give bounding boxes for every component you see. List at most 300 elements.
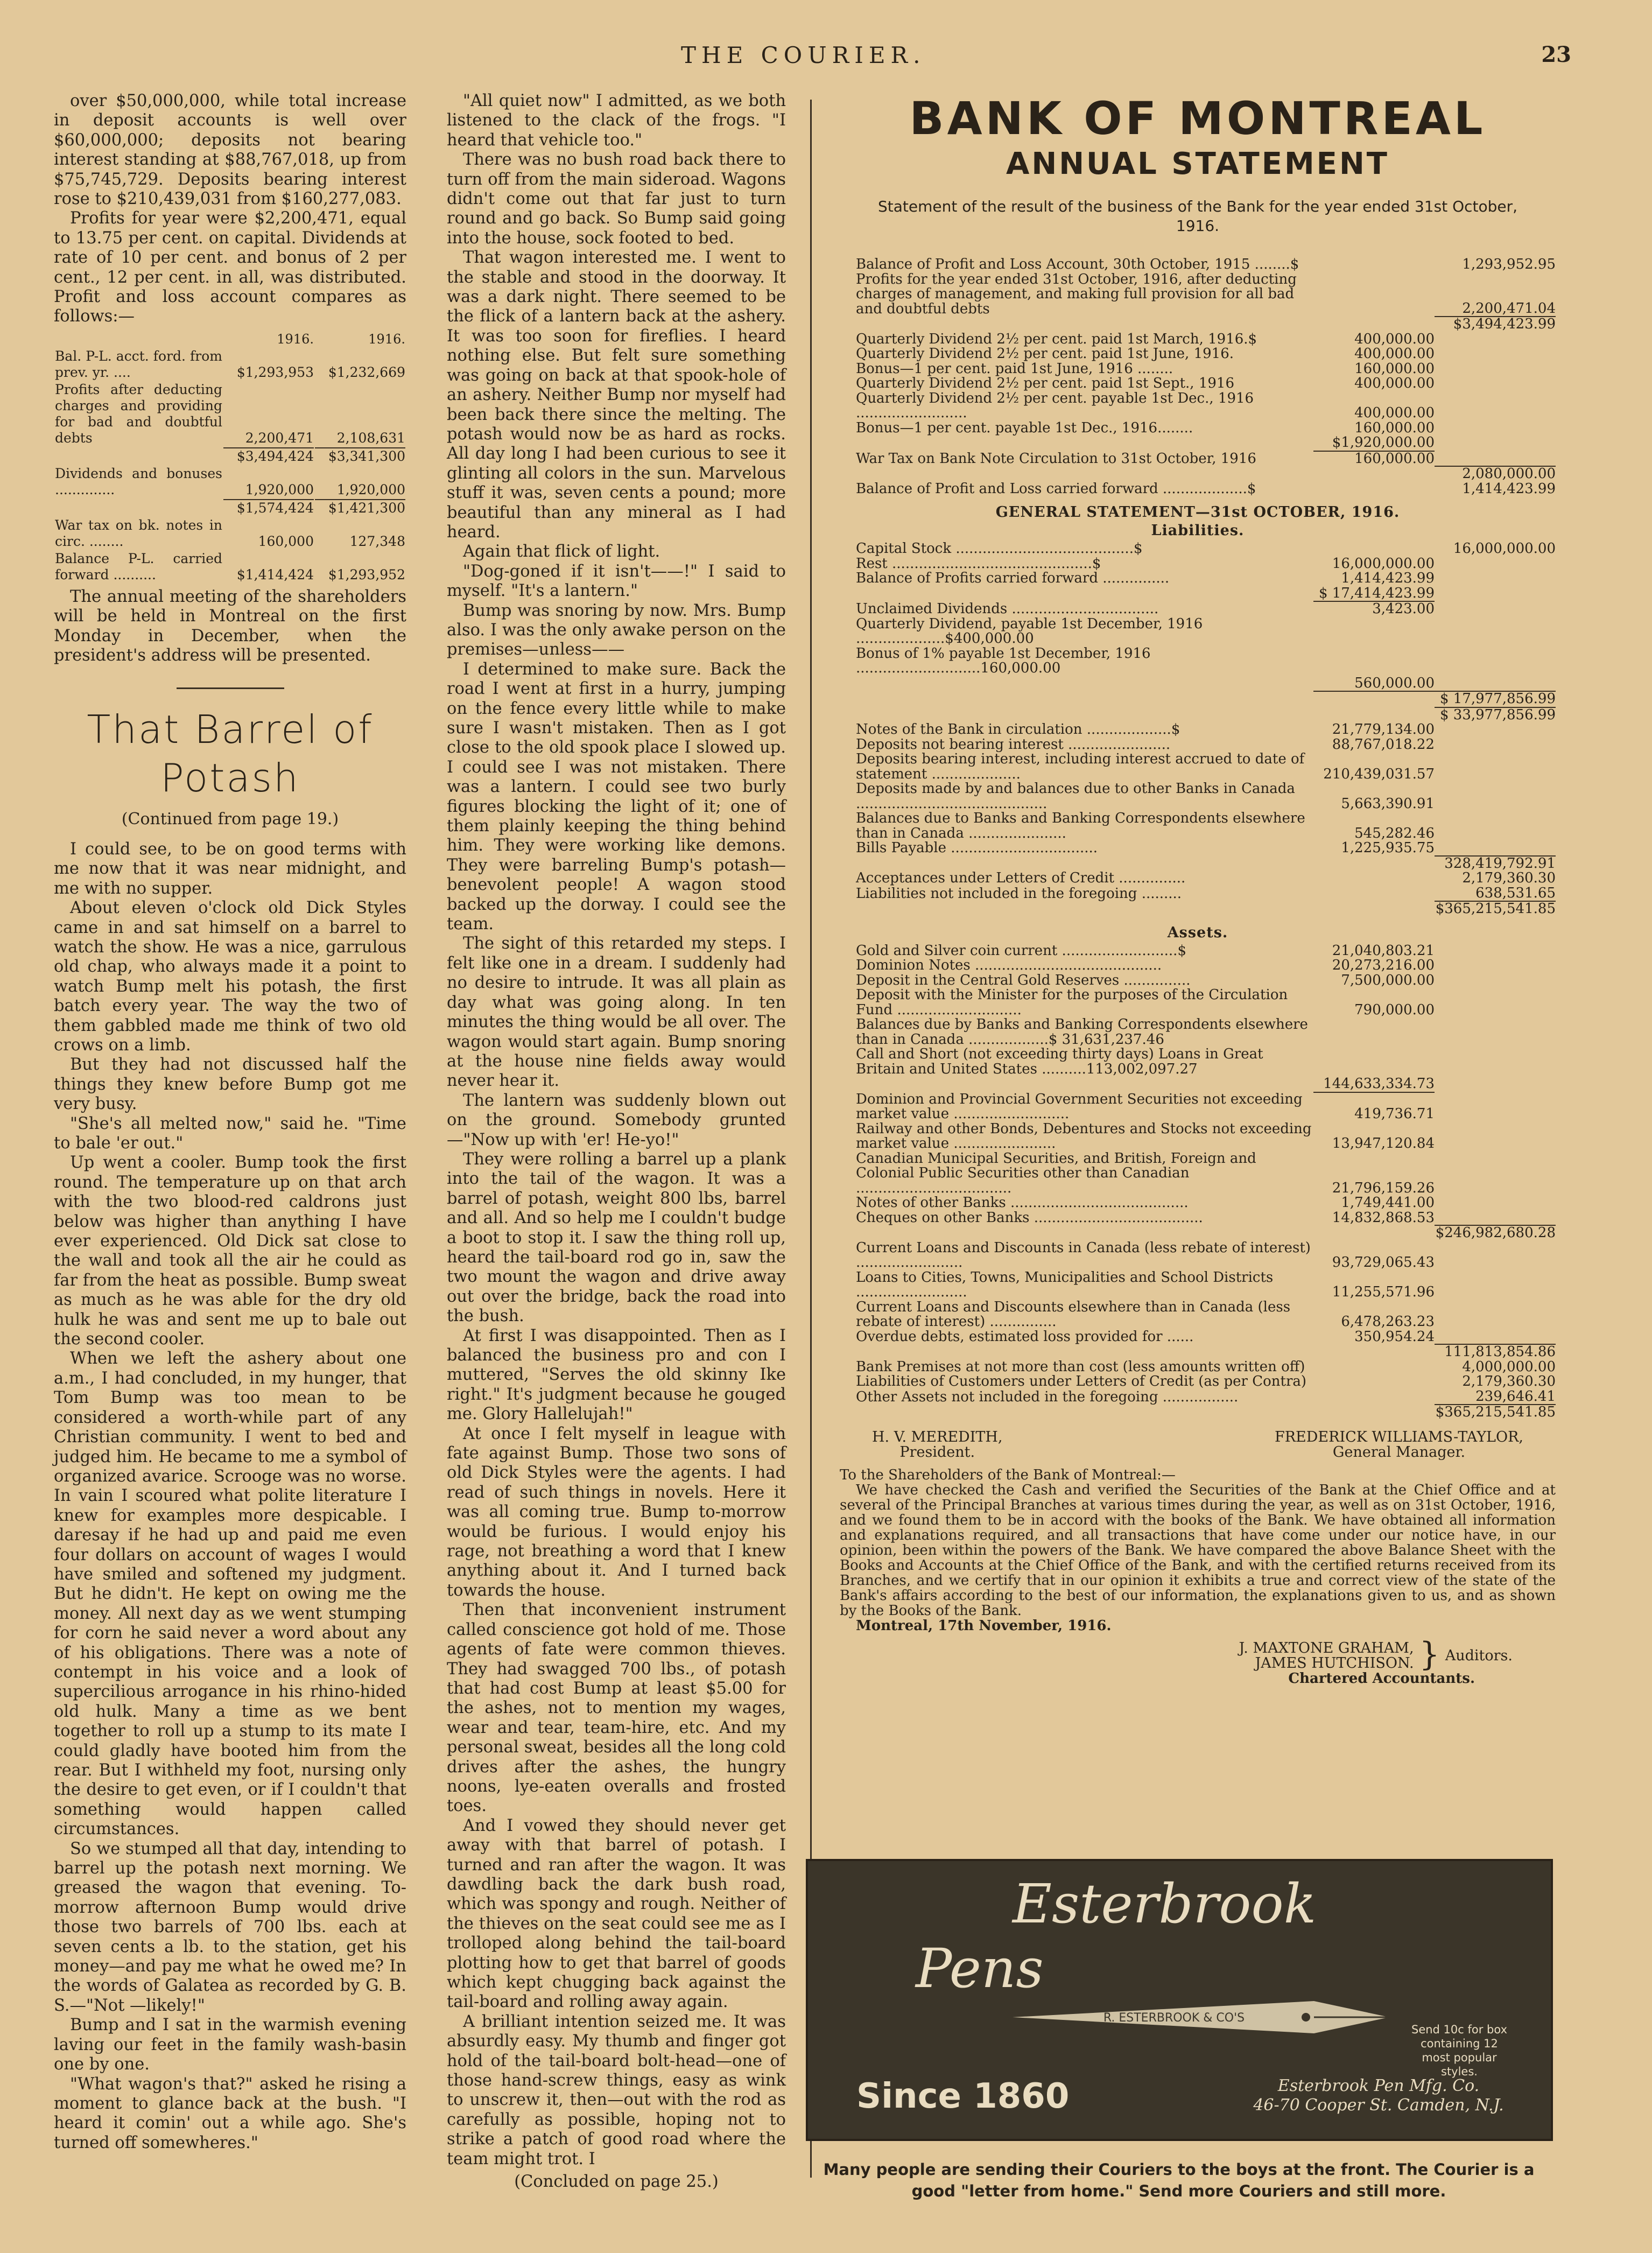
- ledger-amount: 5,663,390.91: [1341, 795, 1435, 812]
- ledger-label: Liabilities of Customers under Letters of Credit (as per Contra): [856, 1373, 1307, 1389]
- ledger-total: [1435, 841, 1556, 856]
- row-label: Bal. P-L. acct. ford. from prev. yr. ....: [55, 348, 222, 380]
- ledger-total: [1435, 451, 1556, 467]
- ledger-total: [1435, 1271, 1556, 1300]
- paragraph: At once I felt myself in league with fate against Bump. Those two sons of old Dick Styles were the agents. I had read of such things in novels. Here it was all coming true. Bump to-morrow would be furious. I would enjoy his rage, not breathing a word that I knew anything about it. And I turned back towards the house.: [447, 1424, 786, 1600]
- auditor-1: J. MAXTONE GRAHAM,: [1239, 1639, 1414, 1657]
- paragraph: The sight of this retarded my steps. I felt like one in a dream. I suddenly had no desire to intrude. It was all plain as day what was going along. In ten minutes the thing would be all over. The wagon would start again. Bump snoring at the house nine fields away would never hear it.: [447, 934, 786, 1091]
- ledger-total: 328,419,792.91: [1435, 856, 1556, 872]
- ledger-row: [840, 1211, 1556, 1226]
- ledger-label: Canadian Municipal Securities, and British, Foreign and Colonial Public Securities other than Canadian ...................................: [856, 1150, 1256, 1196]
- ledger-row: [840, 1300, 1556, 1330]
- ledger-total: [1435, 1017, 1556, 1047]
- row-value: 1,920,000: [245, 481, 314, 497]
- ledger-total: [1435, 738, 1556, 753]
- ledger-label: Balances due to Banks and Banking Correspondents elsewhere than in Canada ......................: [856, 810, 1305, 841]
- auditors-report: [840, 1468, 1556, 1633]
- ledger-amount: 350,954.24: [1354, 1328, 1435, 1345]
- year-header: 1916.: [277, 331, 314, 347]
- bank-statement: [840, 92, 1556, 1686]
- ledger-total: 1,293,952.95: [1462, 256, 1556, 272]
- ledger-amount: [1313, 1225, 1435, 1241]
- ledger-amount: 20,273,216.00: [1332, 957, 1435, 973]
- ledger-total: 111,813,854.86: [1435, 1344, 1556, 1360]
- ledger-total: [1435, 617, 1556, 647]
- auditor-names: [1239, 1641, 1414, 1671]
- ledger-amount: [1313, 1405, 1435, 1420]
- ledger-amount: 11,255,571.96: [1332, 1284, 1435, 1300]
- president-title: President.: [899, 1443, 975, 1461]
- ledger-row: [840, 811, 1556, 841]
- bank-subtitle: ANNUAL STATEMENT: [1006, 146, 1390, 181]
- ledger-total: 1,414,423.99: [1462, 480, 1556, 497]
- ledger-label: Balance of Profits carried forward ...............: [856, 570, 1170, 586]
- brace-icon: }: [1419, 1635, 1440, 1673]
- continued-note: (Continued from page 19.): [121, 809, 339, 829]
- manager-name: FREDERICK WILLIAMS-TAYLOR,: [1274, 1428, 1523, 1445]
- ledger-row: [840, 1344, 1556, 1360]
- paragraph: "Dog-goned if it isn't——!" I said to myself. "It's a lantern.": [447, 562, 786, 601]
- ledger-row: [840, 752, 1556, 782]
- ledger-row: [840, 1405, 1556, 1420]
- column-1: [54, 92, 406, 2153]
- liabilities-ledger: [840, 542, 1556, 917]
- ledger-row: [840, 944, 1556, 959]
- ledger-amount: 14,832,868.53: [1332, 1209, 1435, 1226]
- paragraph: I could see, to be on good terms with me now that it was near midnight, and me with no supper.: [54, 839, 406, 898]
- row-value: 1,920,000: [336, 481, 405, 497]
- meeting-paragraph: The annual meeting of the shareholders will be held in Montreal on the first Monday in December, when the president's address will be presented.: [54, 587, 406, 665]
- paragraph: The lantern was suddenly blown out on the ground. Somebody grunted—"Now up with 'er! He-yo!": [447, 1091, 786, 1149]
- signatures: [872, 1430, 1523, 1460]
- ledger-label: Loans to Cities, Towns, Municipalities and School Districts .........................: [856, 1269, 1274, 1300]
- ledger-amount: 400,000.00: [1354, 346, 1435, 362]
- ledger-amount: [1313, 707, 1435, 723]
- ledger-label: Bonus—1 per cent. payable 1st Dec., 1916........: [856, 419, 1193, 436]
- ledger-row: [840, 1241, 1556, 1271]
- paragraph: over $50,000,000, while total increase in deposit accounts is well over $60,000,000; deposits not bearing interest standing at $88,767,018, up from $75,745,729. Deposits bearing interest rose to $210,439,031 from $160,277,083.: [54, 92, 406, 209]
- ledger-row: [840, 1374, 1556, 1389]
- ledger-row: [840, 1122, 1556, 1152]
- row-value: $1,414,424: [236, 566, 314, 582]
- row-value: $1,421,300: [315, 499, 405, 516]
- ledger-amount: 88,767,018.22: [1332, 736, 1435, 753]
- ledger-row: [840, 886, 1556, 902]
- ledger-total: [1435, 1152, 1556, 1196]
- ledger-row: [840, 973, 1556, 988]
- ledger-total: [1435, 362, 1556, 377]
- row-value: $3,494,424: [223, 447, 314, 465]
- ledger-total: [1435, 1077, 1556, 1092]
- ledger-amount: 160,000.00: [1354, 419, 1435, 436]
- row-label: Profits after deducting charges and providing for bad and doubtful debts: [55, 381, 222, 446]
- report-body: We have checked the Cash and verified the Securities of the Bank at the Chief Office and at several of the Principal Branches at various times during the year, as well as on 31st October, 1916, and we found them to be in accord with the books of the Bank. We have obtained all information and explanations required, and all transactions that have come under our notice have, in our opinion, been within the powers of the Bank. We have compared the above Balance Sheet with the Books and Accounts at the Chief Office of the Bank, and with the certified returns received from its Branches, and we certify that in our opinion it exhibits a true and correct view of the state of the Bank's affairs according to the best of our information, the explanations given to us, and as shown by the Books of the Bank.: [840, 1482, 1556, 1619]
- paragraph: Up went a cooler. Bump took the first round. The temperature up on that arch with the two blood-red caldrons just below was higher than anything I have ever experienced. Old Dick sat close to the wall and took all the air he could as far from the heat as possible. Bump sweat as much as he was able for the dry old hulk he was and sent me up to bale out the second cooler.: [54, 1153, 406, 1349]
- ledger-total: 2,179,360.30: [1462, 1373, 1556, 1389]
- table-row: [55, 382, 405, 446]
- ledger-amount: 21,779,134.00: [1332, 721, 1435, 738]
- ledger-total: $ 33,977,856.99: [1435, 707, 1556, 723]
- ledger-row: [840, 1225, 1556, 1241]
- ledger-label: [840, 1344, 1313, 1360]
- paragraph: About eleven o'clock old Dick Styles came in and sat himself on a barrel to watch the show. He was a nice, garrulous old chap, who always made it a point to watch Bump melt his potash, the first batch every year. The way the two of them gabbled made me think of two old crows on a limb.: [54, 899, 406, 1055]
- manager-signature: [1275, 1430, 1523, 1460]
- row-value: 2,108,631: [336, 430, 405, 446]
- row-label: Balance P-L. carried forward ..........: [55, 550, 222, 582]
- ledger-total: [1435, 811, 1556, 841]
- page-number: 23: [1541, 42, 1571, 67]
- ledger-label: [840, 466, 1313, 482]
- assets-heading: Assets.: [1167, 924, 1228, 941]
- ledger-amount: 144,633,334.73: [1313, 1077, 1435, 1092]
- ledger-label: Quarterly Dividend, payable 1st December, 1916 ....................$400,000.00: [856, 615, 1203, 647]
- ledger-total: [1435, 347, 1556, 362]
- profit-loss-ledger: [840, 257, 1556, 496]
- ledger-label: Profits for the year ended 31st October, 1916, after deducting charges of management, and making full provision for all bad and doubtful debts: [856, 271, 1297, 317]
- ledger-total: [1435, 944, 1556, 959]
- ledger-row: [840, 436, 1556, 451]
- ledger-total: [1435, 332, 1556, 347]
- ledger-row: [840, 317, 1556, 332]
- ledger-row: [840, 1017, 1556, 1047]
- ledger-label: [840, 856, 1313, 872]
- ledger-total: $246,982,680.28: [1435, 1225, 1556, 1241]
- row-label: [55, 447, 222, 465]
- ledger-amount: 160,000.00: [1354, 360, 1435, 377]
- ledger-row: [840, 601, 1556, 617]
- ledger-row: [840, 272, 1556, 317]
- ledger-amount: 3,423.00: [1372, 601, 1435, 617]
- paragraph: Profits for year were $2,200,471, equal to 13.75 per cent. on capital. Dividends at rate of 10 per cent. and bonus of 2 per cent., 12 per cent. in all, was distributed. Profit and loss account compares as follows:—: [54, 209, 406, 326]
- ledger-row: [840, 586, 1556, 602]
- ledger-label: War Tax on Bank Note Circulation to 31st October, 1916: [856, 450, 1256, 467]
- ad-offer: Send 10c for box containing 12 most popular styles.: [1411, 2023, 1508, 2078]
- ledger-amount: 210,439,031.57: [1323, 766, 1435, 782]
- liabilities-heading: Liabilities.: [1151, 522, 1245, 539]
- ad-brand-line1: Esterbrook: [1013, 1872, 1317, 1935]
- ledger-amount: 1,414,423.99: [1341, 570, 1435, 586]
- story-text: [54, 840, 406, 2153]
- ledger-amount: 13,947,120.84: [1332, 1135, 1435, 1152]
- ledger-label: Current Loans and Discounts in Canada (less rebate of interest) ........................: [856, 1239, 1311, 1271]
- ledger-label: Deposit in the Central Gold Reserves ...............: [856, 972, 1191, 988]
- ledger-label: Railway and other Bonds, Debentures and Stocks not exceeding market value .......................: [856, 1120, 1312, 1152]
- ledger-label: Dominion and Provincial Government Securities not exceeding market value ..........................: [856, 1091, 1303, 1122]
- ledger-total: [1435, 752, 1556, 782]
- ledger-row: [840, 376, 1556, 391]
- ledger-amount: $1,920,000.00: [1313, 436, 1435, 451]
- auditors-block: [840, 1635, 1513, 1673]
- ledger-amount: [1313, 542, 1435, 557]
- ledger-row: [840, 1092, 1556, 1122]
- ledger-label: [840, 586, 1313, 602]
- paragraph: And I vowed they should never get away with that barrel of potash. I turned and ran after the wagon. It was dawdling back the dark bush road, which was spongy and rough. Neither of the thieves on the seat could see me as I trolloped along behind the tail-board plotting how to get that barrel of goods which kept chugging back against the tail-board and rolling away again.: [447, 1816, 786, 2012]
- ledger-total: [1435, 1241, 1556, 1271]
- year-header: 1916.: [368, 331, 405, 347]
- auditor-2: JAMES HUTCHISON.: [1255, 1654, 1414, 1672]
- intro-paragraphs: [54, 92, 406, 327]
- ledger-amount: $ 17,414,423.99: [1313, 586, 1435, 602]
- ledger-total: 16,000,000.00: [1453, 541, 1556, 557]
- ledger-total: [1435, 601, 1556, 617]
- ledger-amount: [1313, 272, 1435, 317]
- ledger-amount: [1313, 886, 1435, 902]
- ledger-amount: [1313, 871, 1435, 886]
- ledger-total: [1435, 722, 1556, 738]
- ledger-amount: [1313, 482, 1435, 497]
- ledger-label: Acceptances under Letters of Credit ...............: [856, 870, 1186, 886]
- ledger-total: 638,531.65: [1475, 885, 1556, 901]
- auditors-label: Auditors.: [1445, 1647, 1513, 1664]
- ledger-total: [1435, 973, 1556, 988]
- ledger-total: [1435, 557, 1556, 572]
- ledger-amount: 790,000.00: [1354, 1001, 1435, 1018]
- ledger-row: [840, 707, 1556, 723]
- ledger-total: [1435, 421, 1556, 436]
- ledger-label: Cheques on other Banks ......................................: [856, 1209, 1203, 1226]
- ledger-total: $365,215,541.85: [1435, 1404, 1556, 1420]
- ledger-row: [840, 1196, 1556, 1211]
- ledger-row: [840, 1360, 1556, 1375]
- ledger-label: Quarterly Dividend 2½ per cent. paid 1st March, 1916.$: [856, 331, 1257, 347]
- ledger-total: [1435, 958, 1556, 973]
- ledger-label: Liabilities not included in the foregoing .........: [856, 885, 1182, 902]
- ledger-amount: 6,478,263.23: [1341, 1314, 1435, 1330]
- ledger-amount: [1313, 257, 1435, 272]
- ledger-label: Bonus of 1% payable 1st December, 1916 ............................160,000.00: [856, 645, 1151, 676]
- ledger-row: [840, 782, 1556, 811]
- ledger-amount: 7,500,000.00: [1341, 972, 1435, 988]
- ledger-total: [1435, 1122, 1556, 1152]
- paragraph: "What wagon's that?" asked he rising a moment to glance back at the bush. "I heard it comin' out a while ago. She's turned off somewheres.": [54, 2074, 406, 2152]
- ledger-amount: [1313, 617, 1435, 647]
- ledger-amount: [1313, 647, 1435, 676]
- section-rule: [177, 687, 284, 689]
- ledger-total: $3,494,423.99: [1435, 317, 1556, 332]
- ledger-amount: 160,000.00: [1354, 450, 1435, 467]
- ledger-total: 239,646.41: [1475, 1388, 1556, 1405]
- general-statement-heading: GENERAL STATEMENT—31st OCTOBER, 1916.: [995, 504, 1400, 521]
- row-label: Dividends and bonuses ..............: [55, 465, 222, 497]
- row-label: War tax on bk. notes in circ. ........: [55, 517, 222, 549]
- ledger-total: [1435, 1092, 1556, 1122]
- ledger-total: [1435, 436, 1556, 451]
- ledger-label: Current Loans and Discounts elsewhere than in Canada (less rebate of interest) ...............: [856, 1299, 1291, 1330]
- ledger-row: [840, 1389, 1556, 1405]
- ledger-amount: [1313, 691, 1435, 707]
- paragraph: That wagon interested me. I went to the stable and stood in the doorway. It was a dark night. There seemed to be the flick of a lantern back at the ashery. It was too soon for fireflies. I heard nothing else. But felt sure something was going on back at that spook-hole of an ashery. Neither Bump nor myself had been back there since the melting. The potash would now be as hard as rocks. All day long I had been curious to see it glinting all colors in the sun. Marvelous stuff it was, seven cents a pound; more beautiful than any mineral as I had heard.: [447, 248, 786, 542]
- page-header: [0, 42, 1652, 74]
- ad-brand-line2: Pens: [916, 1937, 1044, 2000]
- paragraph: "All quiet now" I admitted, as we both listened to the clack of the frogs. "I heard that vehicle too.": [447, 92, 786, 150]
- ledger-row: [840, 1077, 1556, 1092]
- ledger-amount: [1313, 856, 1435, 872]
- president-name: H. V. MEREDITH,: [872, 1428, 1003, 1445]
- ledger-total: $ 17,977,856.99: [1435, 691, 1556, 707]
- ledger-label: Gold and Silver coin current ..........................$: [856, 942, 1186, 959]
- bank-title: BANK OF MONTREAL: [909, 92, 1486, 145]
- ledger-total: [1435, 1300, 1556, 1330]
- ledger-row: [840, 347, 1556, 362]
- ledger-row: [840, 738, 1556, 753]
- ledger-amount: [1313, 1344, 1435, 1360]
- ledger-label: Deposits bearing interest, including interest accrued to date of statement ....................: [856, 751, 1305, 782]
- profit-loss-comparison-table: [54, 330, 406, 584]
- paragraph: Bump was snoring by now. Mrs. Bump also. I was the only awake person on the premises—unless——: [447, 601, 786, 659]
- ledger-amount: 1,749,441.00: [1341, 1195, 1435, 1211]
- table-row: [55, 447, 405, 465]
- ledger-label: Call and Short (not exceeding thirty days) Loans in Great Britain and United States ..........113,002,097.27: [856, 1046, 1263, 1077]
- story-title: That Barrel of Potash: [87, 706, 374, 801]
- ledger-row: [840, 691, 1556, 707]
- ledger-amount: 400,000.00: [1354, 405, 1435, 421]
- ledger-row: [840, 988, 1556, 1017]
- ledger-row: [840, 391, 1556, 421]
- ledger-row: [840, 1047, 1556, 1077]
- ledger-label: Bank Premises at not more than cost (less amounts written off): [856, 1358, 1305, 1375]
- ledger-label: [840, 901, 1313, 917]
- ledger-amount: 400,000.00: [1354, 375, 1435, 391]
- row-value: 2,200,471: [245, 430, 314, 446]
- ledger-row: [840, 482, 1556, 497]
- ledger-label: Quarterly Dividend 2½ per cent. payable 1st Dec., 1916 .........................: [856, 390, 1254, 421]
- ledger-row: [840, 722, 1556, 738]
- table-row: [55, 466, 405, 498]
- ledger-label: [840, 317, 1313, 332]
- ad-company-line1: Esterbrook Pen Mfg. Co.: [1277, 2076, 1480, 2095]
- ledger-amount: [1313, 901, 1435, 917]
- table-row: [55, 517, 405, 550]
- ledger-amount: [1313, 1017, 1435, 1047]
- ledger-total: 2,179,360.30: [1462, 870, 1556, 886]
- ledger-row: [840, 257, 1556, 272]
- ledger-label: Notes of other Banks ........................................: [856, 1195, 1189, 1211]
- row-value: 127,348: [349, 533, 405, 549]
- ad-company: [1249, 2076, 1508, 2115]
- concluded-note: (Concluded on page 25.): [514, 2172, 719, 2192]
- paragraph: Again that flick of light.: [463, 542, 660, 562]
- ledger-label: Deposit with the Minister for the purposes of the Circulation Fund ............................: [856, 987, 1288, 1018]
- ledger-row: [840, 647, 1556, 676]
- column-2: [447, 92, 786, 2192]
- ledger-row: [840, 421, 1556, 436]
- ledger-total: $365,215,541.85: [1435, 901, 1556, 917]
- ledger-label: Balances due by Banks and Banking Correspondents elsewhere than in Canada ..................$ 31,631,237.46: [856, 1016, 1308, 1048]
- ledger-label: Other Assets not included in the foregoing .................: [856, 1388, 1239, 1405]
- ad-company-line2: 46-70 Cooper St. Camden, N.J.: [1253, 2096, 1504, 2115]
- ledger-total: 4,000,000.00: [1462, 1358, 1556, 1375]
- ledger-amount: [1313, 1047, 1435, 1077]
- publication-title: THE COURIER.: [681, 42, 926, 68]
- ledger-row: [840, 332, 1556, 347]
- ledger-amount: 560,000.00: [1313, 676, 1435, 692]
- story-continuation: [447, 92, 786, 2169]
- ledger-amount: [1313, 1374, 1435, 1389]
- ledger-row: [840, 617, 1556, 647]
- ledger-amount: 400,000.00: [1354, 331, 1435, 347]
- ledger-row: [840, 901, 1556, 917]
- ledger-amount: [1313, 1389, 1435, 1405]
- ledger-label: Balance of Profit and Loss carried forward ...................$: [856, 480, 1256, 497]
- ledger-label: [840, 436, 1313, 451]
- ledger-total: [1435, 586, 1556, 602]
- row-value: $1,574,424: [223, 499, 314, 516]
- paragraph: They were rolling a barrel up a plank into the tail of the wagon. It was a barrel of potash, weight 800 lbs, barrel and all. And so help me I couldn't budge a boot to stop it. I saw the thing roll up, heard the tail-board rod go in, saw the two mount the wagon and drive away out over the bridge, back the road into the bush.: [447, 1149, 786, 1326]
- paragraph: Bump and I sat in the warmish evening laving our feet in the family wash-basin one by one.: [54, 2016, 406, 2074]
- table-row: [55, 551, 405, 583]
- ledger-total: [1435, 1330, 1556, 1345]
- ledger-row: [840, 1152, 1556, 1196]
- ledger-total: [1435, 647, 1556, 676]
- ledger-row: [840, 557, 1556, 572]
- ledger-total: [1435, 571, 1556, 586]
- ledger-row: [840, 542, 1556, 557]
- ledger-label: Capital Stock ........................................$: [856, 541, 1143, 557]
- ledger-label: [840, 676, 1313, 692]
- ledger-label: Bills Payable .................................: [856, 840, 1098, 856]
- ledger-amount: 21,040,803.21: [1332, 942, 1435, 959]
- ledger-label: Balance of Profit and Loss Account, 30th October, 1915 ........$: [856, 256, 1299, 272]
- statement-caption: Statement of the result of the business of the Bank for the year ended 31st October, 1916.: [877, 198, 1518, 235]
- report-date: Montreal, 17th November, 1916.: [856, 1617, 1112, 1634]
- ledger-label: [840, 691, 1313, 707]
- paragraph: When we left the ashery about one a.m., I had concluded, in my hunger, that Tom Bump was too mean to be considered a worth-while part of any Christian community. I went to bed and judged him. He became to me a symbol of organized avarice. Scrooge was no worse. In vain I scoured what polite literature I knew for examples more despicable. I daresay if he had up and paid me even four dollars on account of wages I would have smiled and softened my judgment. But he didn't. He kept on owing me the money. All next day as we went stumping for corn he said never a word about any of his obligations. There was a note of contempt in his voice and a look of supercilious arrogance in his rhino-hided old hulk. Many a time as we bent together to roll up a stump to its mate I could gladly have booted him from the rear. But I withheld my foot, nursing only the desire to get even, or if I couldn't that something would happen called circumstances.: [54, 1349, 406, 1839]
- ledger-total: [1435, 988, 1556, 1017]
- ledger-amount: [1313, 317, 1435, 332]
- ledger-label: Notes of the Bank in circulation ...................$: [856, 721, 1180, 738]
- ledger-row: [840, 958, 1556, 973]
- row-value: $1,293,952: [328, 566, 405, 582]
- ad-brand: [916, 1872, 1317, 2001]
- president-signature: [872, 1430, 1003, 1460]
- ledger-label: [840, 1405, 1313, 1420]
- row-value: $3,341,300: [315, 447, 405, 465]
- ledger-label: [840, 1225, 1313, 1241]
- ledger-total: [1435, 1047, 1556, 1077]
- ledger-row: [840, 871, 1556, 886]
- ledger-label: [840, 707, 1313, 723]
- ledger-total: [1435, 1196, 1556, 1211]
- ledger-amount: [1313, 1360, 1435, 1375]
- esterbrook-advertisement: [806, 1859, 1553, 2141]
- ledger-amount: 419,736.71: [1354, 1106, 1435, 1122]
- ledger-label: Dominion Notes ..........................................: [856, 957, 1162, 973]
- ledger-row: [840, 466, 1556, 482]
- ledger-label: Quarterly Dividend 2½ per cent. paid 1st Sept., 1916: [856, 375, 1234, 391]
- paragraph: Then that inconvenient instrument called conscience got hold of me. Those agents of fate were common thieves. They had swagged 700 lbs., of potash that had cost Bump at least $5.00 for the ashes, not to mention my wages, wear and tear, team-hire, etc. And my personal sweat, besides all the long cold drives after the ashes, the hungry noons, lye-eaten overalls and frosted toes.: [447, 1601, 786, 1816]
- ledger-label: Deposits made by and balances due to other Banks in Canada ...........................................: [856, 781, 1295, 812]
- ledger-label: Deposits not bearing interest .......................: [856, 736, 1171, 753]
- ledger-total: [1435, 391, 1556, 421]
- ledger-total: 2,080,000.00: [1435, 466, 1556, 482]
- ledger-row: [840, 1330, 1556, 1345]
- ledger-label: Unclaimed Dividends .................................: [856, 601, 1159, 617]
- ledger-row: [840, 856, 1556, 872]
- ledger-amount: 1,225,935.75: [1341, 840, 1435, 856]
- row-label: [55, 499, 222, 516]
- paragraph: At first I was disappointed. Then as I balanced the business pro and con I muttered, "Serves the old skinny Ike right." It's judgment because he gouged me. Glory Hallelujah!": [447, 1326, 786, 1424]
- footer-note: Many people are sending their Couriers to the boys at the front. The Courier is a good "letter from home." Send more Couriers and still more.: [823, 2160, 1535, 2200]
- ledger-row: [840, 1271, 1556, 1300]
- table-row: [55, 499, 405, 516]
- paragraph: "She's all melted now," said he. "Time to bale 'er out.": [54, 1114, 406, 1153]
- ledger-amount: 545,282.46: [1354, 825, 1435, 841]
- pen-nib-icon: [1013, 1996, 1389, 2039]
- ledger-amount: 16,000,000.00: [1332, 555, 1435, 572]
- pen-imprint: R. ESTERBROOK & CO'S: [1103, 2011, 1245, 2025]
- ledger-amount: [1313, 466, 1435, 482]
- report-salutation: To the Shareholders of the Bank of Montreal:—: [840, 1466, 1176, 1483]
